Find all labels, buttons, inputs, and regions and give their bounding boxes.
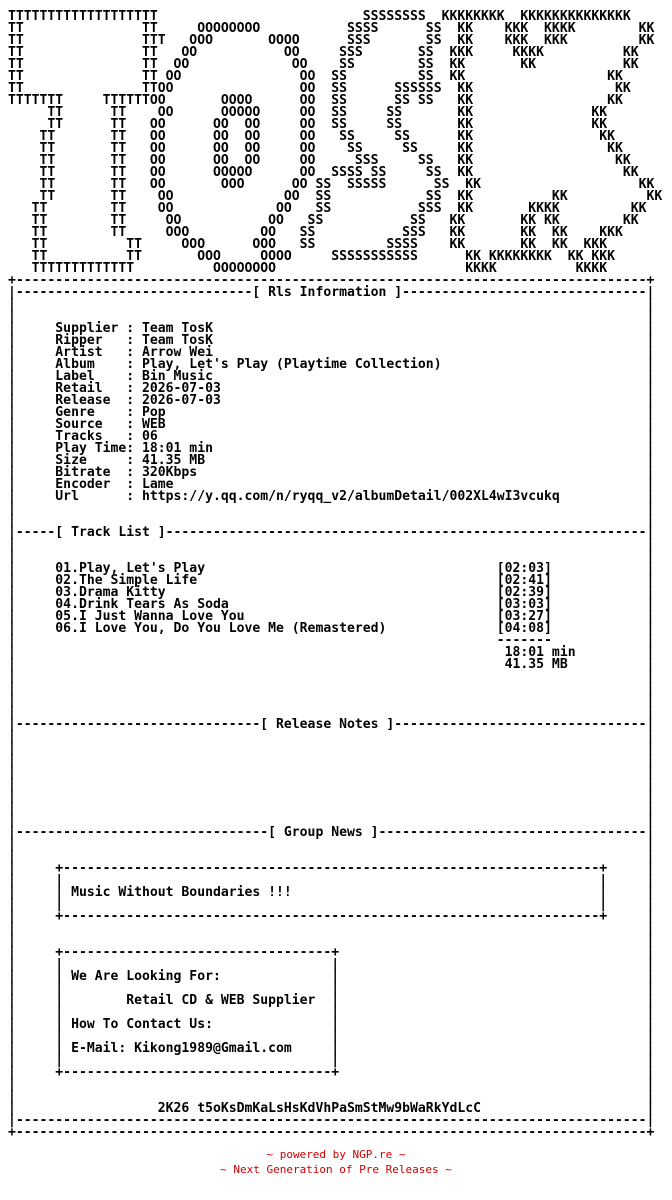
nfo-line: | +----------------------------------+ | — [8, 1065, 655, 1080]
nfo-line: | Size : 41.35 MB | — [8, 453, 655, 468]
nfo-line: | Artist : Arrow Wei | — [8, 345, 655, 360]
nfo-line: | | We Are Looking For: | | — [8, 969, 655, 984]
nfo-line: | 01.Play, Let's Play [02:03] | — [8, 561, 655, 576]
nfo-line: TTTTTTT TTTTTTOO OOOO OO SS SS SS KK KK — [8, 93, 623, 108]
nfo-line: +--------------------------------------------------------------------------------+ — [8, 1125, 655, 1140]
nfo-line: TT TT OO OO SS SS KK KK KK KK — [8, 213, 639, 228]
nfo-line: TT TT OOO OOOO SSSSSSSSSSS KK KKKKKKKK KK KKK — [8, 249, 615, 264]
nfo-line: | | — [8, 801, 655, 816]
nfo-line: | 04.Drink Tears As Soda [03:03] | — [8, 597, 655, 612]
nfo-line: | Source : WEB | — [8, 417, 655, 432]
nfo-line: TT TT OO OO SS SS KK KK KK — [8, 189, 663, 204]
nfo-line: TT TT OO OO OO OO SS SS KK KK — [8, 117, 608, 132]
nfo-line: |--------------------------------------------------------------------------------| — [8, 1113, 655, 1128]
nfo-line: | | | | — [8, 1029, 655, 1044]
nfo-line: |------------------------------[ Rls Information ]-------------------------------| — [8, 285, 655, 300]
nfo-line: TT TT OO OO SS SSS KK KKKK KK — [8, 201, 647, 216]
nfo-line: | Encoder : Lame | — [8, 477, 655, 492]
nfo-line: | | | | — [8, 897, 655, 912]
nfo-line: TT TTOO OO SS SSSSSS KK KK — [8, 81, 631, 96]
nfo-line: | Play Time: 18:01 min | — [8, 441, 655, 456]
nfo-line: | Label : Bin Music | — [8, 369, 655, 384]
nfo-line: TT TT OO OO SS SS KK KK KK — [8, 57, 639, 72]
nfo-line: | Album : Play, Let's Play (Playtime Collection) | — [8, 357, 655, 372]
nfo-line: | | — [8, 933, 655, 948]
nfo-line: | | — [8, 537, 655, 552]
nfo-line: | | E-Mail: Kikong1989@Gmail.com | | — [8, 1041, 655, 1056]
nfo-line: TT TT OO OOO OO SS SSSSS SS KK KK — [8, 177, 655, 192]
nfo-line: TT TT OO OO OO OO SS SS KK KK — [8, 129, 615, 144]
nfo-line: | | | | — [8, 957, 655, 972]
nfo-line: TT TT OO OO OO OO SSS SS KK KK — [8, 153, 631, 168]
nfo-line: | | — [8, 513, 655, 528]
powered-by-footer: ~ powered by NGP.re ~ — [266, 1148, 406, 1161]
nfo-line: | | — [8, 501, 655, 516]
nfo-line: TTTTTTTTTTTTT OOOOOOOO KKKK KKKK — [8, 261, 608, 276]
nfo-line: | | | | — [8, 981, 655, 996]
tagline-footer: ~ Next Generation of Pre Releases ~ — [220, 1163, 452, 1176]
nfo-line: | | | | — [8, 1005, 655, 1020]
nfo-line: | | — [8, 837, 655, 852]
nfo-line: | Genre : Pop | — [8, 405, 655, 420]
nfo-line: TT TT OO OOOOO OO SSSS SS SS KK KK — [8, 165, 639, 180]
nfo-line: TT TT OO OOOOO OO SS SS KK KK — [8, 105, 608, 120]
nfo-line: | | — [8, 1089, 655, 1104]
nfo-line: | Tracks : 06 | — [8, 429, 655, 444]
nfo-line: | | — [8, 297, 655, 312]
nfo-line: | Ripper : Team TosK | — [8, 333, 655, 348]
nfo-line: | | | | — [8, 1053, 655, 1068]
nfo-line: | | — [8, 1077, 655, 1092]
nfo-line: | +----------------------------------+ | — [8, 945, 655, 960]
nfo-line: | 2K26 t5oKsDmKaLsHsKdVhPaSmStMw9bWaRkYdLcC | — [8, 1101, 655, 1116]
nfo-line: | | — [8, 741, 655, 756]
nfo-line: TTTTTTTTTTTTTTTTTTT SSSSSSSS KKKKKKKK KKKKKKKKKKKKKK — [8, 9, 631, 24]
nfo-line: |-------------------------------[ Release Notes ]--------------------------------| — [8, 717, 655, 732]
nfo-line: |-----[ Track List ]-------------------------------------------------------------| — [8, 525, 655, 540]
nfo-line: | | — [8, 549, 655, 564]
nfo-line: | ------- | — [8, 633, 655, 648]
nfo-line: TT TT OO OO SSS SS KKK KKKK KK — [8, 45, 639, 60]
nfo-line: | 41.35 MB | — [8, 657, 655, 672]
nfo-text — [8, 11, 662, 1139]
nfo-line: | Supplier : Team TosK | — [8, 321, 655, 336]
nfo-line: TT TTT OOO OOOO SSS SS KK KKK KKK KK — [8, 33, 655, 48]
nfo-line: | Retail : 2026-07-03 | — [8, 381, 655, 396]
nfo-line: TT TT OOOOOOOO SSSS SS KK KKK KKKK KK — [8, 21, 655, 36]
nfo-line: | Bitrate : 320Kbps | — [8, 465, 655, 480]
nfo-line: | | — [8, 729, 655, 744]
nfo-line: | | Retail CD & WEB Supplier | | — [8, 993, 655, 1008]
nfo-line: +--------------------------------------------------------------------------------+ — [8, 273, 655, 288]
nfo-line: | | — [8, 705, 655, 720]
nfo-line: | 06.I Love You, Do You Love Me (Remastered) [04:08] | — [8, 621, 655, 636]
nfo-line: | | How To Contact Us: | | — [8, 1017, 655, 1032]
nfo-line: | | — [8, 813, 655, 828]
nfo-line: | | | | — [8, 873, 655, 888]
nfo-line: | | — [8, 777, 655, 792]
nfo-line: | +--------------------------------------------------------------------+ | — [8, 909, 655, 924]
nfo-line: | 18:01 min | — [8, 645, 655, 660]
nfo-line: TT TT OO OO SS SS KK KK — [8, 69, 623, 84]
nfo-line: | Release : 2026-07-03 | — [8, 393, 655, 408]
nfo-line: TT TT OOO OO SS SSS KK KK KK KKK — [8, 225, 623, 240]
nfo-line: | Url : https://y.qq.com/n/ryqq_v2/albumDetail/002XL4wI3vcukq | — [8, 489, 655, 504]
nfo-line: | | — [8, 849, 655, 864]
nfo-line: | | — [8, 753, 655, 768]
nfo-line: TT TT OOO OOO SS SSSS KK KK KK KKK — [8, 237, 608, 252]
nfo-line: |--------------------------------[ Group News ]----------------------------------| — [8, 825, 655, 840]
nfo-line: | | — [8, 693, 655, 708]
nfo-line: | | — [8, 669, 655, 684]
nfo-line: | | Music Without Boundaries !!! | | — [8, 885, 655, 900]
nfo-line: | +--------------------------------------------------------------------+ | — [8, 861, 655, 876]
nfo-line: TT TT OO OO OO OO SS SS KK KK — [8, 141, 623, 156]
nfo-line: | 02.The Simple Life [02:41] | — [8, 573, 655, 588]
nfo-line: | | — [8, 681, 655, 696]
nfo-line: | 05.I Just Wanna Love You [03:27] | — [8, 609, 655, 624]
nfo-line: | 03.Drama Kitty [02:39] | — [8, 585, 655, 600]
nfo-line: | | — [8, 765, 655, 780]
nfo-line: | | — [8, 309, 655, 324]
nfo-line: | | — [8, 921, 655, 936]
nfo-line: | | — [8, 789, 655, 804]
